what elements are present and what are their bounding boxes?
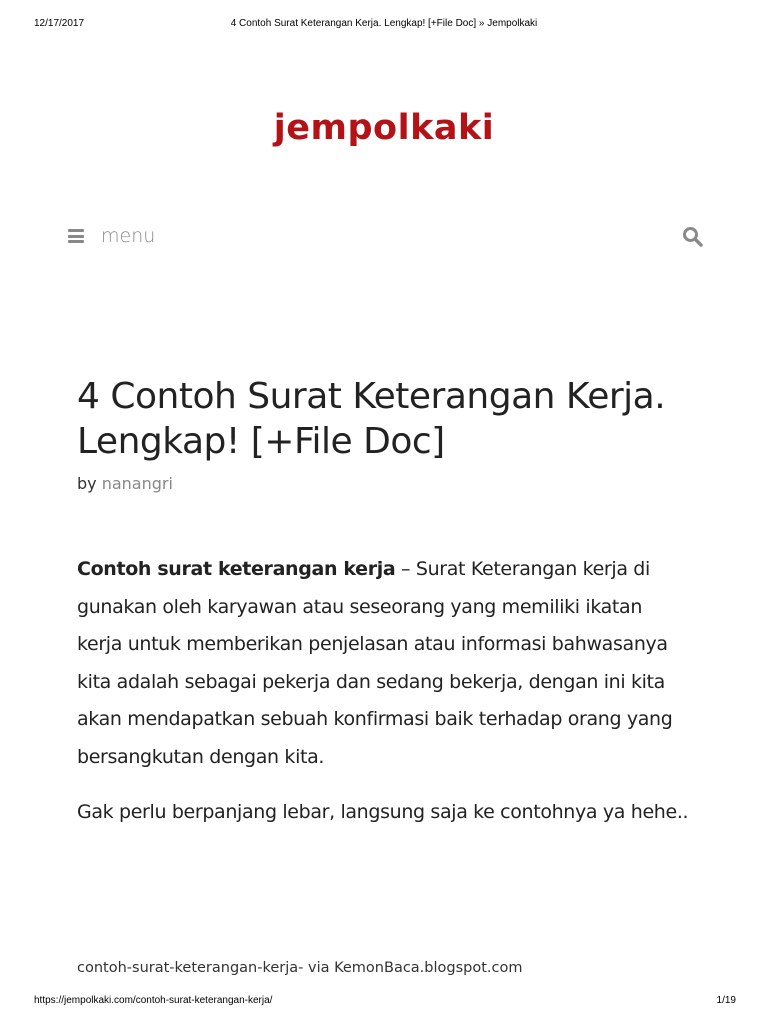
intro-keyword: Contoh surat keterangan kerja <box>77 558 396 580</box>
menu-button[interactable] <box>68 222 155 250</box>
print-url: https://jempolkaki.com/contoh-surat-keterangan-kerja/ <box>34 995 273 1006</box>
intro-text: – Surat Keterangan kerja di gunakan oleh karyawan atau seseorang yang memiliki ikatan kerja untuk memberikan penjelasan atau informasi bahwasanya kita adalah sebagai pekerja dan sedang bekerja, dengan ini kita akan mendapatkan sebuah konfirmasi baik terhadap orang yang bersangkutan dengan kita. <box>77 558 673 768</box>
search-icon <box>682 226 704 248</box>
author-link[interactable]: nanangri <box>101 474 173 493</box>
print-date: 12/17/2017 <box>34 18 85 29</box>
search-button[interactable] <box>682 226 704 248</box>
menu-label: menu <box>101 225 156 247</box>
print-page-title: 4 Contoh Surat Keterangan Kerja. Lengkap! [+File Doc] » Jempolkaki <box>230 18 538 29</box>
byline <box>77 474 173 493</box>
intro-paragraph <box>77 551 689 776</box>
post-title: 4 Contoh Surat Keterangan Kerja. Lengkap! [+File Doc] <box>77 376 666 462</box>
byline-prefix: by <box>77 474 97 493</box>
hamburger-icon <box>68 229 84 243</box>
second-paragraph: Gak perlu berpanjang lebar, langsung saja ke contohnya ya hehe.. <box>77 801 689 823</box>
print-page-number: 1/19 <box>716 995 736 1006</box>
image-caption: contoh-surat-keterangan-kerja- via KemonBaca.blogspot.com <box>77 960 523 976</box>
site-logo[interactable]: jempolkaki <box>273 108 495 148</box>
